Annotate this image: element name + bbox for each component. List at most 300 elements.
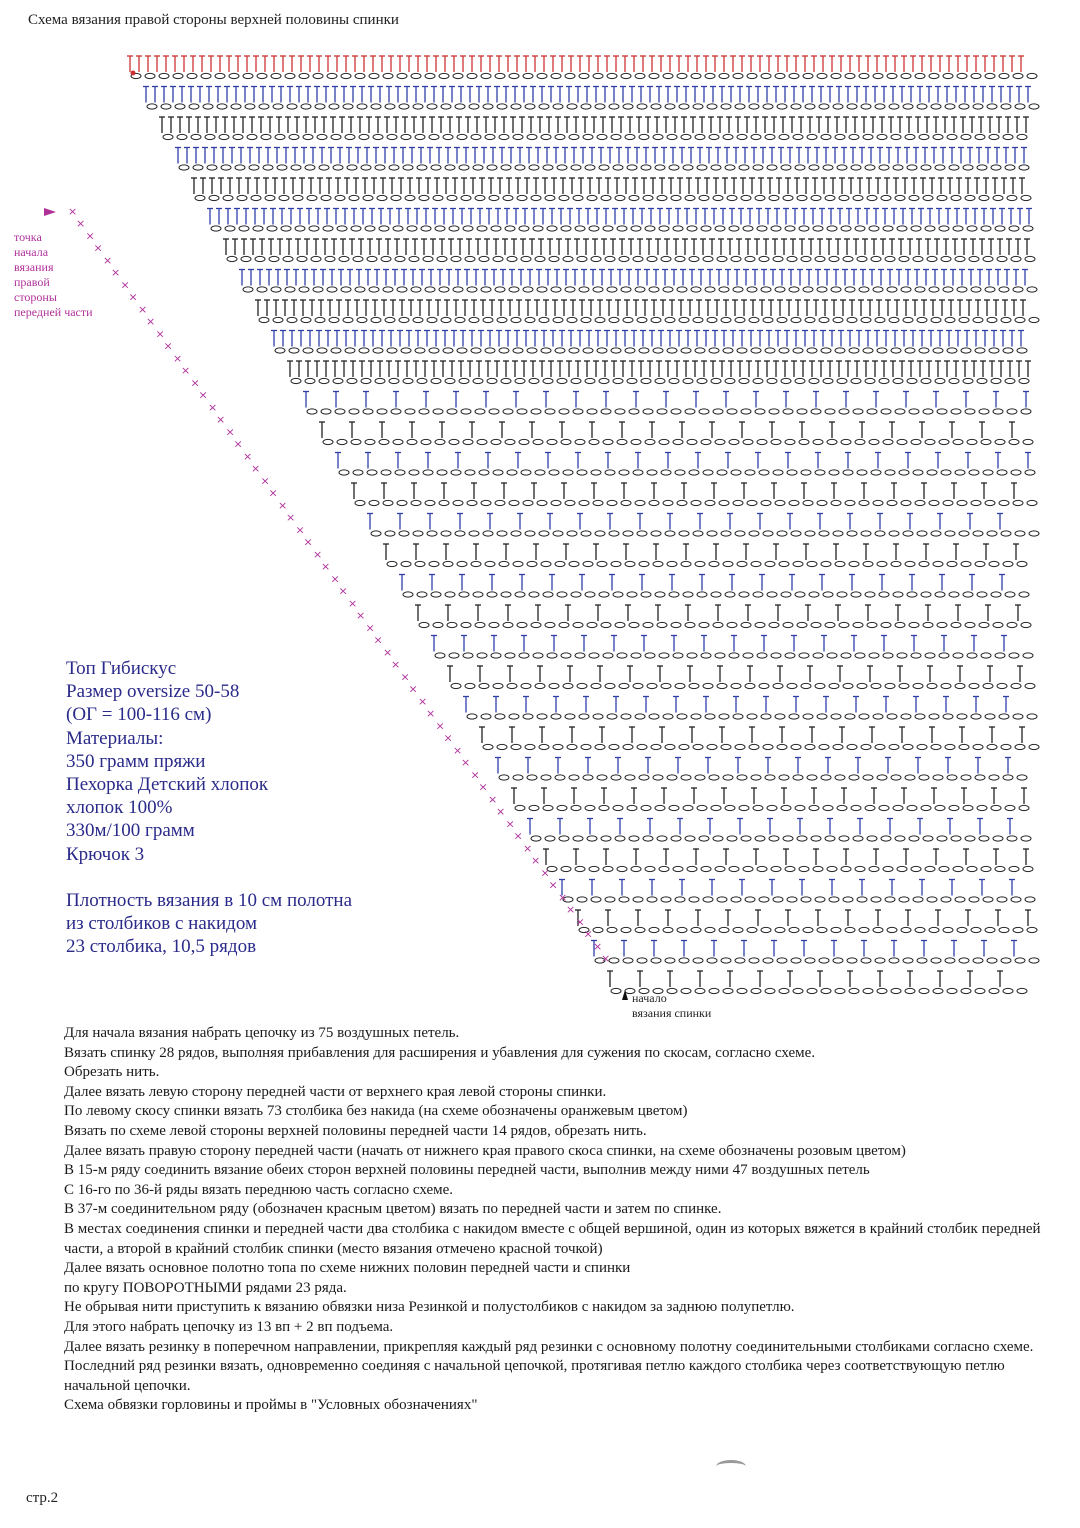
chain-stitch [933, 134, 943, 139]
chain-stitch [615, 836, 625, 841]
chain-stitch [813, 653, 823, 658]
chain-stitch [765, 348, 775, 353]
chain-stitch [591, 470, 601, 475]
chain-stitch [373, 348, 383, 353]
chain-stitch [673, 439, 683, 444]
chain-stitch [467, 714, 477, 719]
chain-stitch [449, 226, 459, 231]
gauge-line: из столбиков с накидом [66, 913, 257, 935]
chain-stitch [933, 775, 943, 780]
instruction-line: В 15-м ряду соединить вязание обеих сторон верхней половины передней части, выполнив между ними 47 воздушных петель [64, 1162, 870, 1179]
chain-stitch [513, 775, 523, 780]
edge-stitch: × [496, 805, 506, 818]
chain-stitch [989, 134, 999, 139]
chain-stitch [719, 927, 729, 932]
info-line: 350 грамм пряжи [66, 750, 206, 772]
edge-stitch: × [233, 437, 243, 451]
edge-stitch: × [408, 682, 418, 696]
chain-stitch [1011, 470, 1021, 475]
chain-stitch [499, 348, 509, 353]
chain-stitch [1027, 500, 1037, 505]
chain-stitch [765, 988, 775, 993]
chain-stitch [749, 317, 759, 322]
chain-stitch [713, 622, 723, 627]
chain-stitch [237, 195, 247, 200]
chain-stitch [489, 409, 499, 414]
chain-stitch [701, 653, 711, 658]
chain-stitch [511, 744, 521, 749]
chain-stitch [829, 683, 839, 688]
chain-stitch [635, 714, 645, 719]
instruction-line: Далее вязать правую сторону передней части (начать от нижнего края правого скоса спинки, на схеме обозначены розовым цветом) [64, 1142, 906, 1159]
chain-stitch [883, 226, 893, 231]
chain-stitch [741, 836, 751, 841]
chain-stitch [337, 439, 347, 444]
chain-stitch [983, 683, 993, 688]
chain-stitch [611, 561, 621, 566]
chain-stitch [813, 439, 823, 444]
chain-stitch [827, 226, 837, 231]
chain-stitch [607, 287, 617, 292]
chain-stitch [403, 165, 413, 170]
chain-stitch [221, 165, 231, 170]
chain-stitch [925, 866, 935, 871]
chain-stitch [785, 439, 795, 444]
chain-stitch [881, 622, 891, 627]
chain-stitch [879, 592, 889, 597]
chain-stitch [591, 683, 601, 688]
chain-stitch [597, 134, 607, 139]
chain-stitch [849, 775, 859, 780]
chain-stitch [263, 165, 273, 170]
chain-stitch [255, 256, 265, 261]
chain-stitch [543, 805, 553, 810]
chain-stitch [577, 897, 587, 902]
chain-stitch [1017, 988, 1027, 993]
chain-stitch [587, 836, 597, 841]
chain-stitch [753, 592, 763, 597]
chain-stitch [937, 195, 947, 200]
chain-stitch [775, 927, 785, 932]
chain-stitch [733, 500, 743, 505]
chain-stitch [697, 805, 707, 810]
chain-stitch [511, 317, 521, 322]
chain-stitch [885, 897, 895, 902]
chain-stitch [683, 805, 693, 810]
chain-stitch [801, 683, 811, 688]
chain-stitch [605, 683, 615, 688]
chain-stitch [823, 592, 833, 597]
chain-stitch [627, 592, 637, 597]
chain-stitch [499, 561, 509, 566]
chain-stitch [929, 927, 939, 932]
chain-stitch [735, 744, 745, 749]
chain-stitch [545, 409, 555, 414]
chain-stitch [511, 531, 521, 536]
chain-stitch [801, 470, 811, 475]
chain-stitch [513, 348, 523, 353]
start-front-line: точка [14, 230, 42, 244]
chain-stitch [653, 348, 663, 353]
chain-stitch [659, 866, 669, 871]
chain-stitch [425, 287, 435, 292]
chain-stitch [991, 165, 1001, 170]
chain-stitch [499, 775, 509, 780]
chain-stitch [549, 683, 559, 688]
chain-stitch [625, 134, 635, 139]
chain-stitch [589, 866, 599, 871]
chain-stitch [775, 500, 785, 505]
chain-stitch [713, 195, 723, 200]
chain-stitch [673, 226, 683, 231]
chain-stitch [449, 439, 459, 444]
chain-stitch [915, 927, 925, 932]
chain-stitch [451, 470, 461, 475]
chain-stitch [635, 927, 645, 932]
chain-stitch [985, 73, 995, 78]
chain-stitch [461, 622, 471, 627]
chain-stitch [701, 226, 711, 231]
chain-stitch [815, 897, 825, 902]
chain-stitch [737, 775, 747, 780]
chain-stitch [413, 531, 423, 536]
chain-stitch [611, 348, 621, 353]
chain-stitch [659, 653, 669, 658]
chain-stitch [627, 378, 637, 383]
chain-stitch [351, 226, 361, 231]
chain-stitch [977, 165, 987, 170]
page-title: Схема вязания правой стороны верхней половины спинки [28, 12, 399, 28]
chain-stitch [831, 714, 841, 719]
chain-stitch [957, 73, 967, 78]
chain-stitch [575, 226, 585, 231]
chain-stitch [365, 439, 375, 444]
chain-stitch [967, 226, 977, 231]
edge-stitch: × [373, 633, 383, 647]
chain-stitch [697, 378, 707, 383]
chain-stitch [483, 104, 493, 109]
chain-stitch [653, 775, 663, 780]
chain-stitch [457, 134, 467, 139]
chain-stitch [563, 683, 573, 688]
chain-stitch [733, 287, 743, 292]
chain-stitch [557, 378, 567, 383]
chain-stitch [351, 439, 361, 444]
chain-stitch [339, 256, 349, 261]
chain-stitch [907, 592, 917, 597]
chain-stitch [723, 561, 733, 566]
chain-stitch [595, 744, 605, 749]
edge-stitch: × [523, 842, 533, 855]
chain-stitch [975, 134, 985, 139]
chain-stitch [765, 775, 775, 780]
chain-stitch [515, 165, 525, 170]
chain-stitch [215, 73, 225, 78]
chain-stitch [639, 561, 649, 566]
chain-stitch [619, 256, 629, 261]
chain-stitch [509, 500, 519, 505]
chain-stitch [693, 104, 703, 109]
chain-stitch [817, 73, 827, 78]
chain-stitch [385, 104, 395, 109]
chain-stitch [403, 592, 413, 597]
chain-stitch [975, 561, 985, 566]
chain-stitch [949, 378, 959, 383]
chain-stitch [937, 409, 947, 414]
chain-stitch [755, 622, 765, 627]
chain-stitch [727, 409, 737, 414]
chain-stitch [953, 439, 963, 444]
chain-stitch [573, 409, 583, 414]
chain-stitch [579, 714, 589, 719]
chain-stitch [945, 958, 955, 963]
chain-stitch [733, 73, 743, 78]
edge-stitch: × [356, 609, 366, 622]
chain-stitch [519, 439, 529, 444]
chain-stitch [705, 927, 715, 932]
chain-stitch [689, 256, 699, 261]
chain-stitch [993, 409, 1003, 414]
chain-stitch [781, 165, 791, 170]
chain-stitch [547, 226, 557, 231]
chain-stitch [685, 195, 695, 200]
chain-stitch [1007, 836, 1017, 841]
chain-stitch [1023, 439, 1033, 444]
chain-stitch [873, 927, 883, 932]
chain-stitch [619, 470, 629, 475]
edge-stitch: × [190, 376, 200, 390]
chain-stitch [831, 927, 841, 932]
chain-stitch [997, 470, 1007, 475]
chain-stitch [987, 531, 997, 536]
chain-stitch [455, 531, 465, 536]
chain-stitch [525, 317, 535, 322]
chain-stitch [745, 256, 755, 261]
chain-stitch [839, 622, 849, 627]
chain-stitch [867, 195, 877, 200]
chain-stitch [747, 714, 757, 719]
chain-stitch [733, 927, 743, 932]
chain-stitch [593, 500, 603, 505]
chain-stitch [599, 378, 609, 383]
chain-stitch [569, 561, 579, 566]
chain-stitch [655, 805, 665, 810]
chain-stitch [401, 134, 411, 139]
chain-stitch [465, 470, 475, 475]
chain-stitch [873, 500, 883, 505]
chain-stitch [163, 134, 173, 139]
chain-stitch [593, 714, 603, 719]
chain-stitch [453, 73, 463, 78]
chain-stitch [671, 195, 681, 200]
chain-stitch [321, 195, 331, 200]
chain-stitch [539, 744, 549, 749]
chain-stitch [651, 744, 661, 749]
chain-stitch [339, 470, 349, 475]
chain-stitch [417, 592, 427, 597]
chain-stitch [985, 714, 995, 719]
chain-stitch [1021, 622, 1031, 627]
chain-stitch [711, 378, 721, 383]
chain-stitch [687, 653, 697, 658]
chain-stitch [821, 134, 831, 139]
chain-stitch [347, 378, 357, 383]
chain-stitch [919, 988, 929, 993]
chain-stitch [459, 165, 469, 170]
chain-stitch [729, 866, 739, 871]
chain-stitch [891, 775, 901, 780]
chain-stitch [377, 195, 387, 200]
chain-stitch [313, 287, 323, 292]
chain-stitch [435, 653, 445, 658]
start-front-line: правой [14, 275, 50, 289]
chain-stitch [633, 897, 643, 902]
chain-stitch [589, 653, 599, 658]
chain-stitch [989, 775, 999, 780]
chain-stitch [753, 805, 763, 810]
chain-stitch [621, 287, 631, 292]
chain-stitch [489, 195, 499, 200]
chain-stitch [271, 287, 281, 292]
chain-stitch [291, 165, 301, 170]
chain-stitch [609, 104, 619, 109]
chain-stitch [189, 104, 199, 109]
chain-stitch [287, 317, 297, 322]
chain-stitch [973, 104, 983, 109]
chain-stitch [843, 897, 853, 902]
chain-stitch [417, 378, 427, 383]
chain-stitch [371, 104, 381, 109]
chain-stitch [645, 226, 655, 231]
chain-stitch [693, 958, 703, 963]
chain-stitch [303, 134, 313, 139]
chain-stitch [619, 683, 629, 688]
chain-stitch [573, 622, 583, 627]
chain-stitch [347, 165, 357, 170]
chain-stitch [687, 439, 697, 444]
edge-stitch: × [181, 364, 191, 377]
chain-stitch [875, 958, 885, 963]
chain-stitch [665, 317, 675, 322]
chain-stitch [587, 195, 597, 200]
chain-stitch [603, 653, 613, 658]
chain-stitch [989, 348, 999, 353]
chain-stitch [861, 317, 871, 322]
chain-stitch [1029, 104, 1039, 109]
chain-stitch [411, 73, 421, 78]
chain-stitch [891, 348, 901, 353]
chain-stitch [661, 897, 671, 902]
chain-stitch [259, 317, 269, 322]
chain-stitch [415, 561, 425, 566]
chain-stitch [995, 653, 1005, 658]
chain-stitch [1003, 134, 1013, 139]
chain-stitch [993, 622, 1003, 627]
chain-stitch [869, 653, 879, 658]
chain-stitch [569, 775, 579, 780]
chain-stitch [583, 134, 593, 139]
chain-stitch [831, 73, 841, 78]
chain-stitch [623, 744, 633, 749]
chain-stitch [459, 592, 469, 597]
chain-stitch [853, 195, 863, 200]
chain-stitch [845, 287, 855, 292]
chain-stitch [805, 317, 815, 322]
edge-stitch: × [383, 646, 393, 659]
chain-stitch [957, 287, 967, 292]
chain-stitch [947, 561, 957, 566]
chain-stitch [585, 378, 595, 383]
chain-stitch [823, 165, 833, 170]
chain-stitch [927, 470, 937, 475]
chain-stitch [687, 226, 697, 231]
chain-stitch [357, 104, 367, 109]
chain-stitch [751, 988, 761, 993]
chain-stitch [441, 104, 451, 109]
chain-stitch [865, 592, 875, 597]
chain-stitch [935, 165, 945, 170]
chain-stitch [897, 439, 907, 444]
chain-stitch [515, 805, 525, 810]
chain-stitch [741, 195, 751, 200]
chain-stitch [521, 683, 531, 688]
chain-stitch [853, 836, 863, 841]
chain-stitch [515, 378, 525, 383]
chain-stitch [577, 683, 587, 688]
chain-stitch [1005, 378, 1015, 383]
chain-stitch [707, 744, 717, 749]
chain-stitch [219, 134, 229, 139]
chain-stitch [623, 958, 633, 963]
chain-stitch [657, 195, 667, 200]
chain-stitch [747, 927, 757, 932]
chain-stitch [913, 897, 923, 902]
chain-stitch [809, 592, 819, 597]
chain-stitch [955, 256, 965, 261]
chain-stitch [357, 317, 367, 322]
chain-stitch [783, 836, 793, 841]
chain-stitch [931, 317, 941, 322]
chain-stitch [713, 836, 723, 841]
chain-stitch [875, 744, 885, 749]
chain-stitch [943, 927, 953, 932]
chain-stitch [663, 287, 673, 292]
chain-stitch [613, 592, 623, 597]
chain-stitch [553, 104, 563, 109]
chain-stitch [1015, 744, 1025, 749]
chain-stitch [431, 592, 441, 597]
chain-stitch [593, 73, 603, 78]
chain-stitch [229, 73, 239, 78]
chain-stitch [665, 744, 675, 749]
chain-stitch [417, 165, 427, 170]
chain-stitch [823, 378, 833, 383]
chain-stitch [539, 104, 549, 109]
chain-stitch [847, 317, 857, 322]
chain-stitch [341, 73, 351, 78]
chain-stitch [807, 775, 817, 780]
chain-stitch [227, 256, 237, 261]
chain-stitch [335, 409, 345, 414]
info-line: Размер oversize 50-58 [66, 681, 240, 703]
chain-stitch [545, 622, 555, 627]
chain-stitch [785, 653, 795, 658]
chain-stitch [475, 195, 485, 200]
chain-stitch [393, 439, 403, 444]
chain-stitch [471, 561, 481, 566]
chain-stitch [755, 836, 765, 841]
chain-stitch [1029, 317, 1039, 322]
